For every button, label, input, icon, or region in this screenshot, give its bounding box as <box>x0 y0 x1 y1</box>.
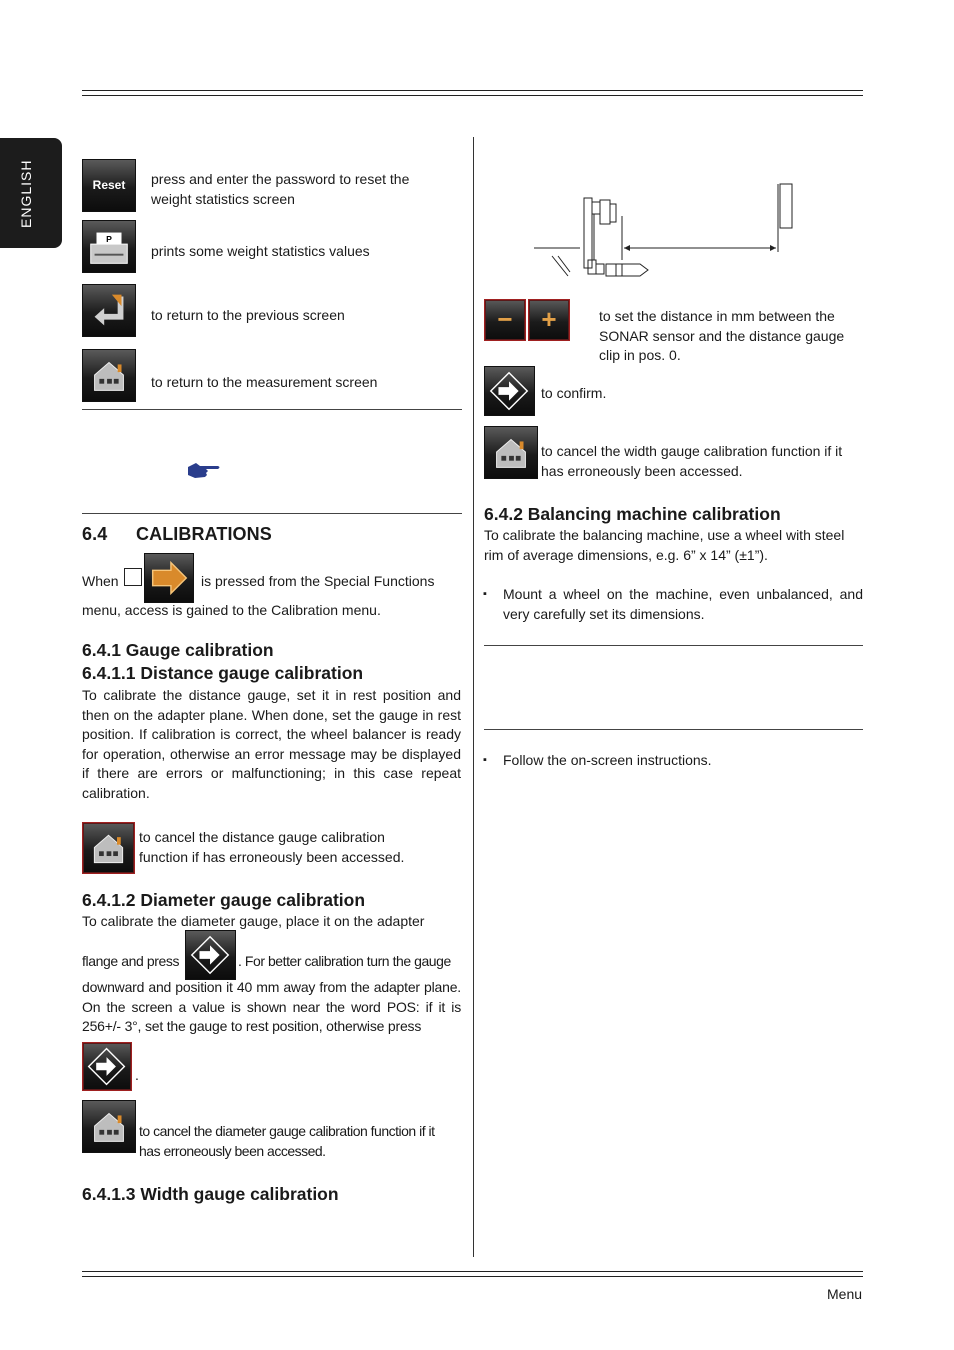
distance-text: To calibrate the distance gauge, set it in rest position and then on the adapter plane. When done, set the gauge in rest position. If calibration is correct, the wheel balancer is ready for operation, otherwise an error message may be displayed if there are errors or malfunctioning; in this case repeat calibration. <box>82 687 461 801</box>
svg-text:P: P <box>106 234 112 245</box>
section-number: 6.4 <box>82 524 108 544</box>
when-text: When <box>82 573 119 589</box>
section-title: CALIBRATIONS <box>136 524 272 544</box>
heading-balancing-calibration: 6.4.2 Balancing machine calibration <box>484 504 781 524</box>
minus-icon: − <box>497 304 513 334</box>
diameter-text: downward and position it 40 mm away from the adapter plane. On the screen a value is shown near the word POS: if it is 256+/- 3°, set the gauge to rest position, otherwise press <box>82 979 461 1034</box>
confirm-button-right[interactable] <box>484 366 535 416</box>
reset-button[interactable] <box>82 159 136 212</box>
home-icon <box>83 823 134 873</box>
confirm-arrow-icon <box>485 367 534 415</box>
distance-cancel-text: to cancel the distance gauge calibration function if has erroneously been accessed. <box>139 829 405 865</box>
heading-distance-gauge: 6.4.1.1 Distance gauge calibration <box>82 663 364 683</box>
diameter-dot: . <box>135 1067 139 1083</box>
diameter-post: . For better calibration turn the gauge <box>238 953 451 969</box>
increase-button[interactable] <box>528 299 570 341</box>
reset-button-label: Reset <box>92 178 126 192</box>
sonar-distance-diagram <box>530 180 800 285</box>
header-rule <box>82 90 863 96</box>
heading-diameter-gauge: 6.4.1.2 Diameter gauge calibration <box>82 890 366 910</box>
language-tab <box>0 138 62 248</box>
home-description: to return to the measurement screen <box>151 374 378 390</box>
return-arrow-icon <box>83 285 135 336</box>
diameter-pre: flange and press <box>82 953 180 969</box>
bullet-follow: ▪ Follow the on-screen instructions. <box>503 751 712 771</box>
divider <box>82 409 462 410</box>
home-icon <box>485 427 537 478</box>
arrow-right-icon <box>145 554 193 602</box>
home-icon <box>83 1101 135 1152</box>
calibration-menu-button[interactable] <box>144 553 194 603</box>
print-button[interactable] <box>82 220 136 273</box>
divider <box>82 513 462 514</box>
confirm-arrow-icon <box>83 1043 131 1090</box>
confirm-text: to confirm. <box>541 385 607 401</box>
reset-description: press and enter the password to reset the weight statistics screen <box>151 171 410 207</box>
back-description: to return to the previous screen <box>151 307 345 323</box>
plus-icon: + <box>541 304 557 334</box>
column-divider <box>473 137 474 1257</box>
footer-label: Menu <box>827 1286 863 1302</box>
width-cancel-text: to cancel the width gauge calibration function if it has erroneously been accessed. <box>541 443 843 479</box>
cancel-diameter-button[interactable] <box>82 1100 136 1153</box>
printer-icon <box>83 221 135 272</box>
confirm-arrow-icon <box>186 931 235 979</box>
footer-rule <box>82 1271 863 1277</box>
pointing-hand-icon <box>186 459 222 481</box>
function-box <box>124 568 142 586</box>
balancing-text: To calibrate the balancing machine, use a wheel with steel rim of average dimensions, e.g. 6” x 14” (±1”). <box>484 527 845 563</box>
cancel-width-button[interactable] <box>484 426 538 479</box>
language-tab-label: ENGLISH <box>18 159 34 228</box>
home-icon <box>83 350 135 401</box>
print-description: prints some weight statistics values <box>151 243 370 259</box>
divider <box>484 645 863 646</box>
heading-width-gauge: 6.4.1.3 Width gauge calibration <box>82 1184 339 1204</box>
divider <box>484 729 863 730</box>
diameter-line1: To calibrate the diameter gauge, place it on the adapter <box>82 913 425 929</box>
heading-gauge-calibration: 6.4.1 Gauge calibration <box>82 640 274 660</box>
distance-set-text: to set the distance in mm between the SONAR sensor and the distance gauge clip in pos. 0. <box>599 308 845 363</box>
confirm-button-2[interactable] <box>82 1042 132 1091</box>
cancel-distance-button[interactable] <box>82 822 135 874</box>
when-text-rest: is pressed from the Special Functions <box>201 573 435 589</box>
when-text-line2: menu, access is gained to the Calibration menu. <box>82 602 381 618</box>
diameter-cancel-text: to cancel the diameter gauge calibration function if it has erroneously been accessed. <box>139 1123 435 1159</box>
home-button[interactable] <box>82 349 136 402</box>
back-button[interactable] <box>82 284 136 337</box>
bullet-mount: ▪ Mount a wheel on the machine, even unbalanced, and very carefully set its dimensions. <box>503 585 863 624</box>
decrease-button[interactable] <box>484 299 526 341</box>
confirm-button[interactable] <box>185 930 236 980</box>
